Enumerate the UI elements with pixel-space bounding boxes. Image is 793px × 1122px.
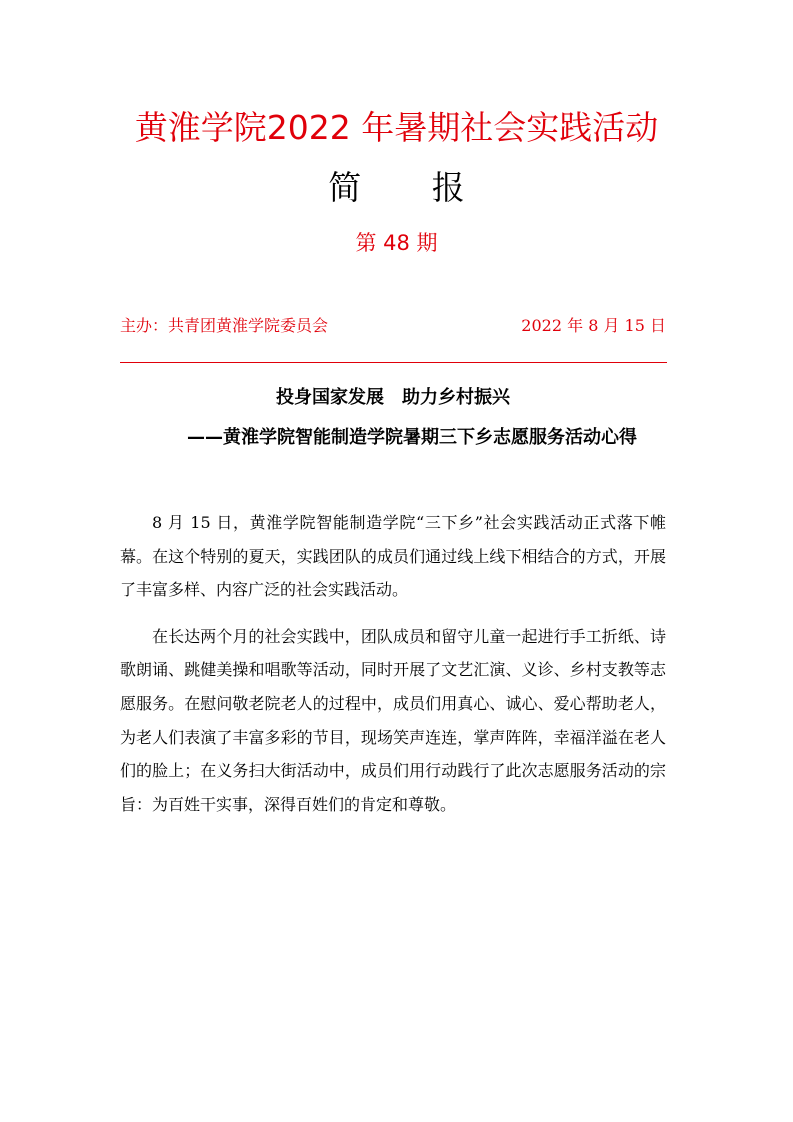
issue-number: 第 48 期 bbox=[355, 231, 438, 255]
article-paragraph: 在长达两个月的社会实践中，团队成员和留守儿童一起进行手工折纸、诗歌朗诵、跳健美操和唱歌等活动，同时开展了文艺汇演、义诊、乡村支教等志愿服务。在慰问敬老院老人的过程中，成员们用真心、诚心、爱心帮助老人，为老人们表演了丰富多彩的节目，现场笑声连连，掌声阵阵，幸福洋溢在老人们的脸上；在义务扫大街活动中，成员们用行动践行了此次志愿服务活动的宗旨：为百姓干实事，深得百姓们的肯定和尊敬。 bbox=[120, 626, 666, 814]
article-subtitle: ——黄淮学院智能制造学院暑期三下乡志愿服务活动心得 bbox=[187, 427, 637, 448]
article-body bbox=[120, 506, 666, 834]
article-paragraph: 8 月 15 日，黄淮学院智能制造学院“三下乡”社会实践活动正式落下帷幕。在这个特别的夏天，实践团队的成员们通过线上线下相结合的方式，开展了丰富多样、内容广泛的社会实践活动。 bbox=[120, 513, 666, 600]
article-title: 投身国家发展 助力乡村振兴 bbox=[276, 387, 510, 408]
sponsor-line bbox=[120, 314, 666, 338]
issue-date: 2022 年 8 月 15 日 bbox=[521, 316, 666, 335]
bulletin-title: 黄淮学院2022 年暑期社会实践活动 bbox=[134, 108, 659, 147]
bulletin-label: 简 报 bbox=[328, 168, 495, 207]
sponsor-text: 主办：共青团黄淮学院委员会 bbox=[120, 316, 329, 335]
header-divider bbox=[120, 362, 667, 363]
